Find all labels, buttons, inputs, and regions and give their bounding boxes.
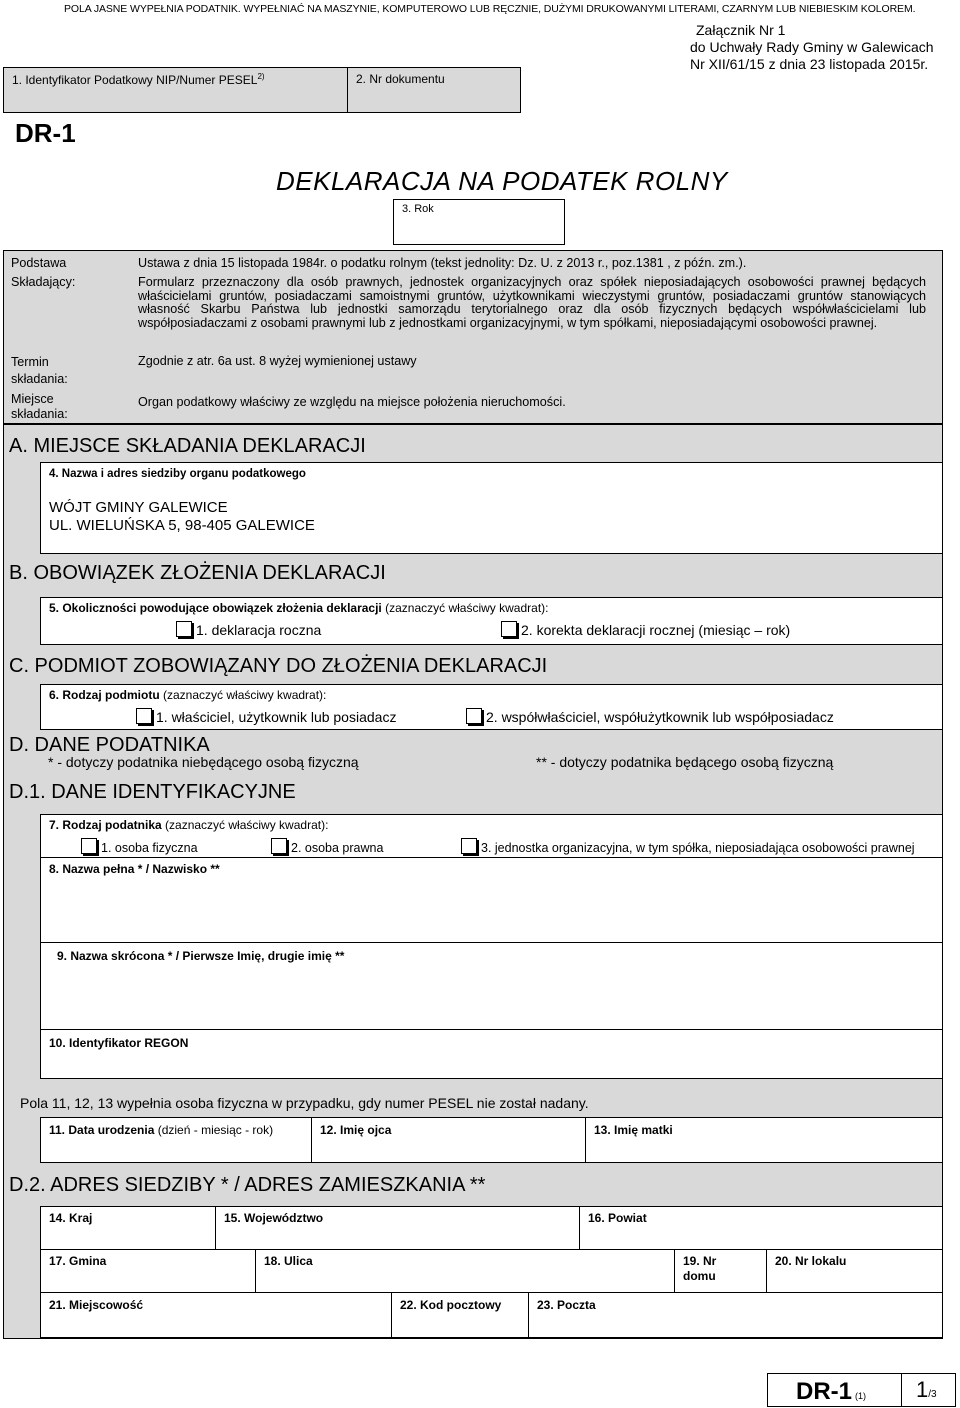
footer-page: [901, 1373, 956, 1407]
section-d-title: D. DANE PODATNIKA: [9, 734, 210, 756]
note-person: ** - dotyczy podatnika będącego osobą fizyczną: [536, 754, 834, 770]
footer-page-number: 1: [916, 1377, 929, 1402]
field-year[interactable]: [393, 199, 565, 245]
field-father-name-label: 12. Imię ojca: [320, 1123, 392, 1137]
podstawa-text: Ustawa z dnia 15 listopada 1984r. o podatku rolnym (tekst jednolity: Dz. U. z 2013 r., poz.1381 , z późn. zm.).: [138, 256, 747, 270]
tax-office-line-1: WÓJT GMINY GALEWICE: [49, 499, 228, 516]
field-apartment-number-label: 20. Nr lokalu: [775, 1254, 847, 1268]
field-document-number-label: 2. Nr dokumentu: [356, 72, 445, 86]
option-owner[interactable]: [136, 708, 396, 725]
option-legal-person[interactable]: [271, 838, 383, 855]
option-natural-person-label: 1. osoba fizyczna: [101, 841, 198, 855]
field-father-name[interactable]: [311, 1117, 586, 1163]
option-org-unit-label: 3. jednostka organizacyjna, w tym spółka, nieposiadająca osobowości prawnej: [481, 841, 915, 855]
field-mother-name[interactable]: [585, 1117, 943, 1163]
footer-code-sub: (1): [855, 1391, 867, 1401]
option-co-owner-label: 2. współwłaściciel, współużytkownik lub współposiadacz: [486, 709, 834, 725]
field-document-number[interactable]: [347, 67, 521, 113]
field-country-label: 14. Kraj: [49, 1211, 93, 1225]
section-a-title: A. MIEJSCE SKŁADANIA DEKLARACJI: [9, 435, 366, 457]
subsection-d2-title: D.2. ADRES SIEDZIBY * / ADRES ZAMIESZKANIA **: [9, 1174, 486, 1196]
podstawa-label: Podstawa: [11, 256, 67, 270]
field-nip-pesel-label: 1. Identyfikator Podatkowy NIP/Numer PESEL: [12, 73, 258, 87]
info-block: [3, 250, 943, 424]
field-regon-label: 10. Identyfikator REGON: [49, 1036, 189, 1050]
annex-line-3: Nr XII/61/15 z dnia 23 listopada 2015r.: [690, 56, 929, 72]
field-obligation-label: 5. Okoliczności powodujące obowiązek złożenia deklaracji: [49, 601, 382, 615]
field-tax-office-label: 4. Nazwa i adres siedziby organu podatkowego: [49, 468, 306, 480]
field-nip-pesel[interactable]: [3, 67, 348, 113]
field-post-office[interactable]: [528, 1292, 943, 1338]
field-obligation-note: (zaznaczyć właściwy kwadrat):: [385, 601, 549, 615]
field-full-name-label: 8. Nazwa pełna * / Nazwisko **: [49, 862, 220, 876]
checkbox-legal-person[interactable]: [271, 838, 287, 854]
annex-block: [690, 22, 934, 73]
field-birth-date-label: 11. Data urodzenia: [49, 1123, 155, 1137]
field-regon[interactable]: [40, 1029, 943, 1079]
field-full-name[interactable]: [40, 857, 943, 943]
field-locality-label: 21. Miejscowość: [49, 1298, 144, 1312]
field-apartment-number[interactable]: [766, 1249, 943, 1293]
termin-text: Zgodnie z atr. 6a ust. 8 wyżej wymienionej ustawy: [138, 354, 417, 368]
form-code: DR-1: [15, 118, 76, 148]
footnote-ref: 2): [257, 72, 265, 81]
footer-form-code: [767, 1373, 902, 1407]
field-house-number-label: 19. Nr domu: [683, 1254, 717, 1283]
miejsce-text: Organ podatkowy właściwy ze względu na miejsce położenia nieruchomości.: [138, 395, 566, 409]
top-banner: POLA JASNE WYPEŁNIA PODATNIK. WYPEŁNIAĆ NA MASZYNIE, KOMPUTEROWO LUB RĘCZNIE, DUŻYMI DRUKOWANYMI LITERAMI, CZARNYM LUB NIEBIESKIM KOLOREM.: [64, 3, 916, 15]
checkbox-correction[interactable]: [501, 621, 517, 637]
field-street[interactable]: [255, 1249, 675, 1293]
footer-page-total: /3: [928, 1389, 937, 1400]
field-country[interactable]: [40, 1206, 216, 1250]
field-short-name-label: 9. Nazwa skrócona * / Pierwsze Imię, drugie imię **: [57, 949, 345, 963]
section-c-title: C. PODMIOT ZOBOWIĄZANY DO ZŁOŻENIA DEKLARACJI: [9, 655, 548, 677]
field-taxpayer-type-label: 7. Rodzaj podatnika: [49, 818, 162, 832]
field-obligation: [40, 597, 943, 645]
field-taxpayer-type-note: (zaznaczyć właściwy kwadrat):: [165, 818, 329, 832]
field-street-label: 18. Ulica: [264, 1254, 313, 1268]
field-birth-date-note: (dzień - miesiąc - rok): [157, 1123, 274, 1137]
field-postal-code[interactable]: [391, 1292, 529, 1338]
field-mother-name-label: 13. Imię matki: [594, 1123, 673, 1137]
field-commune-label: 17. Gmina: [49, 1254, 107, 1268]
field-county-label: 16. Powiat: [588, 1211, 647, 1225]
field-postal-code-label: 22. Kod pocztowy: [400, 1298, 502, 1312]
field-county[interactable]: [579, 1206, 943, 1250]
option-co-owner[interactable]: [466, 708, 834, 725]
footer-code: DR-1: [796, 1378, 853, 1405]
note-non-person: * - dotyczy podatnika niebędącego osobą fizyczną: [48, 754, 359, 770]
field-subject-type-label: 6. Rodzaj podmiotu: [49, 688, 160, 702]
checkbox-co-owner[interactable]: [466, 708, 482, 724]
field-taxpayer-type: [40, 814, 943, 858]
option-org-unit[interactable]: [461, 838, 915, 855]
field-locality[interactable]: [40, 1292, 392, 1338]
field-voivodeship-label: 15. Województwo: [224, 1211, 324, 1225]
field-tax-office[interactable]: [40, 462, 943, 554]
checkbox-natural-person[interactable]: [81, 838, 97, 854]
miejsce-label: Miejsce składania:: [11, 392, 68, 421]
checkbox-org-unit[interactable]: [461, 838, 477, 854]
field-commune[interactable]: [40, 1249, 256, 1293]
option-owner-label: 1. właściciel, użytkownik lub posiadacz: [156, 709, 397, 725]
field-subject-type-note: (zaznaczyć właściwy kwadrat):: [163, 688, 327, 702]
subsection-d1-title: D.1. DANE IDENTYFIKACYJNE: [9, 781, 296, 803]
option-correction-label: 2. korekta deklaracji rocznej (miesiąc – rok): [521, 622, 791, 638]
annex-line-2: do Uchwały Rady Gminy w Galewicach: [690, 39, 934, 55]
field-voivodeship[interactable]: [215, 1206, 580, 1250]
option-annual-label: 1. deklaracja roczna: [196, 622, 322, 638]
checkbox-owner[interactable]: [136, 708, 152, 724]
option-natural-person[interactable]: [81, 838, 198, 855]
form-title: DEKLARACJA NA PODATEK ROLNY: [276, 166, 728, 196]
checkbox-annual[interactable]: [176, 621, 192, 637]
field-subject-type: [40, 684, 943, 730]
field-year-label: 3. Rok: [402, 203, 434, 215]
option-annual[interactable]: [176, 621, 321, 638]
field-house-number[interactable]: [674, 1249, 767, 1293]
skladajacy-label: Składający:: [11, 275, 76, 289]
annex-line-1: Załącznik Nr 1: [696, 22, 786, 38]
field-short-name[interactable]: [40, 942, 943, 1030]
option-correction[interactable]: [501, 621, 790, 638]
section-b-title: B. OBOWIĄZEK ZŁOŻENIA DEKLARACJI: [9, 562, 386, 584]
pesel-note: Pola 11, 12, 13 wypełnia osoba fizyczna w przypadku, gdy numer PESEL nie został nadany.: [20, 1095, 589, 1111]
skladajacy-text: Formularz przeznaczony dla osób prawnych, jednostek organizacyjnych oraz spółek nieposiadających osobowości prawnej będących właścicielami gruntów, posiadaczami samoistnymi gruntów, użytkownikami wieczystymi gruntów, posiadaczami gruntów stanowiących własność Skarbu Państwa lub jednostki samorządu terytorialnego oraz dla osób fizycznych będących współwłaścicielami lub współposiadaczami z osobami prawnymi lub z jednostkami organizacyjnymi, w tym spółkami, nieposiadającymi osobowości prawnej.: [138, 275, 926, 330]
option-legal-person-label: 2. osoba prawna: [291, 841, 384, 855]
tax-office-line-2: UL. WIELUŃSKA 5, 98-405 GALEWICE: [49, 517, 315, 534]
termin-label: Termin składania:: [11, 355, 68, 386]
field-post-office-label: 23. Poczta: [537, 1298, 596, 1312]
field-birth-date[interactable]: [40, 1117, 312, 1163]
